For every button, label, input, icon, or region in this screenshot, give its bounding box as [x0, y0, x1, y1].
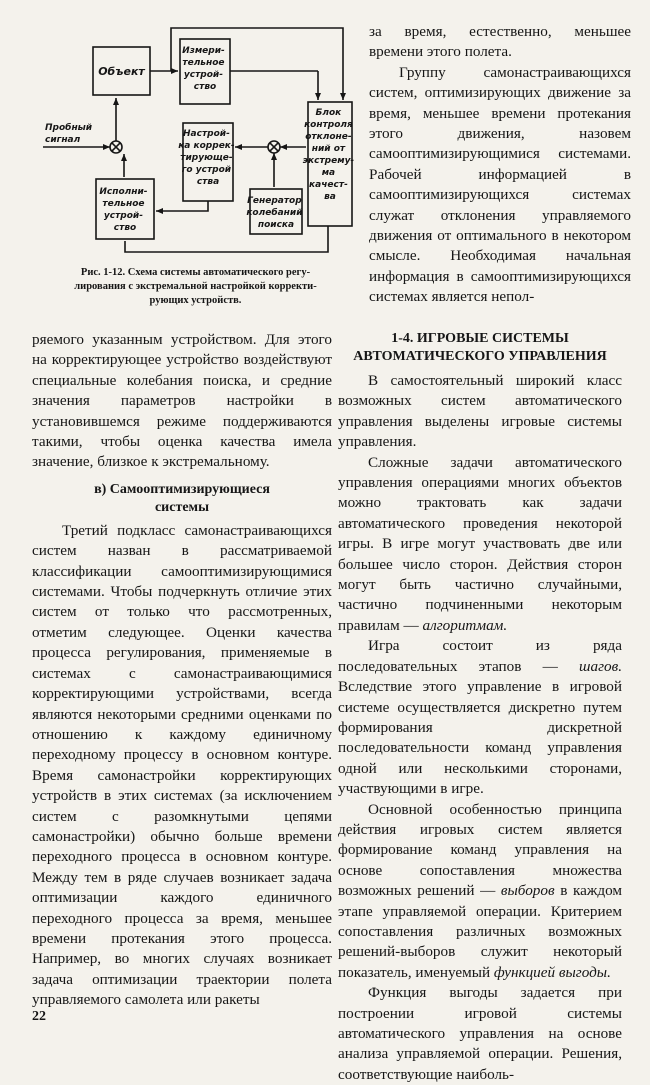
left-column	[32, 330, 332, 1011]
block-diagram-svg	[28, 14, 363, 264]
paragraph: ряемого указанным устройством. Для этого на корректирующее устройство воздействуют специальные колебания поиска, и средние значения параметров настройки в установившемся режиме поддерживаются такими, чтобы оценка качества имела значение, близкое к экстремальному.	[32, 331, 332, 471]
section-heading	[338, 330, 622, 366]
object-label: Объект	[98, 65, 145, 78]
paragraph	[338, 800, 622, 984]
text-run: Сложные задачи автоматического управления операциями многих объектов можно трактовать как задачи автоматического проведения некоторой игры. В игре могут участвовать две или большее число сторон. Действия сторон могут быть частично случайными, частично подчиненными некоторым правилам —	[338, 453, 622, 634]
right-column	[338, 330, 622, 1085]
emphasis-term: алгоритмам.	[422, 616, 508, 634]
heading-line: 1-4. ИГРОВЫЕ СИСТЕМЫ	[391, 331, 569, 346]
paragraph: за время, естественно, меньшее времени этого полета.	[369, 23, 631, 61]
figure-caption	[28, 266, 363, 308]
text-run: Игра состоит из ряда последовательных этапов —	[338, 637, 622, 675]
actuator-label: Исполни- тельное устрой- ство	[99, 187, 148, 233]
paragraph	[338, 453, 622, 637]
paragraph: Третий подкласс самонастраивающихся систем назван в рассматриваемой классификации самооптимизирующимися системами. Чтобы подчеркнуть отличие этих систем от только что рассмотренных, отметим следующее. Оценки качества процесса регулирования, применяемые в системах с самонастраивающимися корректирующими устройствами, всегда являются некоторыми средними оценками по отношению к каждому единичному переходному процессу в основном контуре. Время самонастройки корректирующих устройств в этих системах (за исключением систем с разомкнутыми цепями самонастройки) обычно больше времени переходного процесса в основном контуре. Между тем в ряде случаев возникает задача оптимизации каждого единичного переходного процесса за время, меньшее времени протекания этого процесса. Например, во многих случаях возникает задача оптимизации траектории полета управляемого самолета или ракеты	[32, 521, 332, 1009]
top-right-column	[369, 22, 631, 308]
caption-line: Рис. 1-12. Схема системы автоматического регу-	[80, 267, 311, 278]
paragraph: В самостоятельный широкий класс возможных систем автоматического управления выделены игровые системы управления.	[338, 372, 622, 451]
text-run: в каждом этапе управляемой операции. Критерием сопоставления различных возможных решений-выборов служит некоторый показатель, именуемый	[338, 882, 622, 981]
heading-line: в) Самооптимизирующиеся	[94, 481, 270, 497]
caption-line: рующих устройств.	[149, 295, 242, 306]
text-run: Основной особенностью принципа действия игровых систем является формирование команд управления на основе сопоставления множества возможных решений —	[338, 800, 622, 900]
control-unit-label: Блок контроля отклоне- ний от экстрему- ма качест- ва	[302, 108, 355, 202]
emphasis-term: выборов	[500, 882, 555, 900]
text-run: Вследствие этого управление в игровой системе осуществляется дискретно путем формирования дискретной последовательности команд управления одной или несколькими сторонами, участвующими в игре.	[338, 678, 622, 798]
figure-block-diagram	[28, 14, 363, 314]
measuring-label: Измери- тельное устрой- ство	[182, 46, 225, 92]
section-heading	[32, 481, 332, 517]
input-signal-label: Пробный сигнал	[45, 123, 93, 145]
paragraph: Группу самонастраивающихся систем, оптимизирующих движение за время, меньшее времени протекания этого движения, назовем самооптимизирующимися системами. Рабочей информацией в самооптимизирующихся системах служат отклонения управляемого движения от оптимального в некотором смысле. Необходимая начальная информация в самооптимизирующихся системах является непол-	[369, 63, 631, 306]
generator-label: Генератор колебаний поиска	[246, 196, 303, 230]
emphasis-term: функцией выгоды.	[493, 963, 611, 981]
heading-line: АВТОМАТИЧЕСКОГО УПРАВЛЕНИЯ	[353, 349, 607, 364]
heading-line: системы	[154, 499, 210, 515]
tuning-label: Настрой- ка коррек- тирующе- го устрой ства	[178, 129, 235, 187]
caption-line: лирования с экстремальной настройкой корректи-	[74, 281, 317, 292]
emphasis-term: шагов.	[579, 657, 622, 675]
paragraph: Функция выгоды задается при построении игровой системы автоматического управления на основе анализа управляемой операции. Решения, соответствующие наиболь-	[338, 984, 622, 1083]
paragraph	[338, 636, 622, 799]
page-number: 22	[32, 1009, 46, 1024]
